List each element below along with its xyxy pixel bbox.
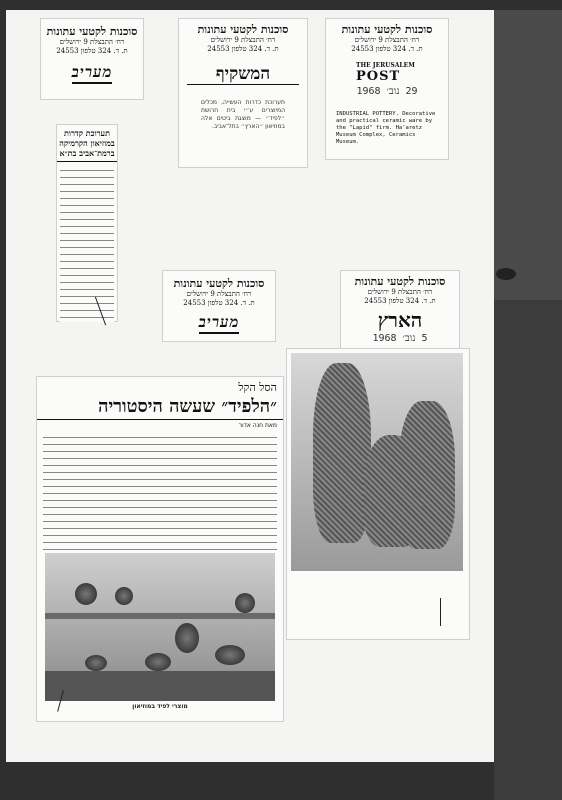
clip-side-article <box>56 124 118 322</box>
stamp-title: סוכנות לקטעי עתונות <box>341 23 433 36</box>
stamp-title: סוכנות לקטעי עתונות <box>197 23 289 36</box>
stamp-phone: ת. ד. 324 טלפון 24553 <box>207 45 279 53</box>
clip-maariv-top <box>40 18 144 100</box>
masthead-hamashkif: המשקיף <box>187 64 299 85</box>
agency-stamp <box>341 275 459 306</box>
masthead-maariv: מעריב <box>199 313 240 334</box>
clip-maariv-mid <box>162 270 276 342</box>
hamashkif-text: תערוכת כדרות העשייה, מכלים המיוצרים ע״י בית חרושת ״לפיד״ — מוצגת ביטים אלה במוזיאון ״הארץ״ בתל־אביב. <box>201 99 285 130</box>
stamp-address: רח׳ התבצלת 9 ירושלים <box>59 38 125 46</box>
stamp-address: רח׳ התבצלת 9 ירושלים <box>210 36 276 44</box>
scan-edge-lower <box>494 300 562 800</box>
museum-photo <box>45 553 275 701</box>
clip-hamashkif <box>178 18 308 168</box>
vase-photo <box>291 353 463 571</box>
masthead-jerusalem-post <box>356 62 448 84</box>
side-article-headline: תערוכת קדרות במוזיאון הקרמיקה ברמת־אביב בת״א <box>57 125 117 162</box>
jpost-text: INDUSTRIAL POTTERY. Decorative and practical ceramic ware by the "Lapid" firm. Ha'aretz Museum Complex, Ceramics Museum. <box>336 111 436 145</box>
article-kicker: הסל הקל <box>238 381 277 394</box>
jpost-date: 29 נוב׳ 1968 <box>356 86 418 97</box>
article-byline: מאת חנה אדור <box>238 422 277 429</box>
haaretz-date: 5 נוב׳ 1968 <box>372 333 428 344</box>
stamp-title: סוכנות לקטעי עתונות <box>173 277 265 290</box>
stamp-title: סוכנות לקטעי עתונות <box>46 25 138 38</box>
article-body <box>43 433 277 551</box>
museum-photo-caption: מוצרי לפיד במוזיאון <box>132 703 188 710</box>
article-headline: ״הלפיד״ שעשה היסטוריה <box>37 394 283 420</box>
agency-stamp <box>41 25 143 56</box>
masthead-post-small: THE JERUSALEM <box>356 62 415 69</box>
masthead-post-big: POST <box>356 69 401 84</box>
stamp-address: רח׳ התבצלת 9 ירושלים <box>186 290 252 298</box>
stamp-phone: ת. ד. 324 טלפון 24553 <box>351 45 423 53</box>
ink-spot <box>496 268 516 280</box>
pencil-mark <box>440 598 441 626</box>
stamp-address: רח׳ התבצלת 9 ירושלים <box>354 36 420 44</box>
agency-stamp <box>326 23 448 54</box>
stamp-phone: ת. ד. 324 טלפון 24553 <box>183 299 255 307</box>
clip-main-article <box>36 376 284 722</box>
stamp-title: סוכנות לקטעי עתונות <box>354 275 446 288</box>
agency-stamp <box>179 23 307 54</box>
scan-edge-upper <box>494 10 562 300</box>
stamp-address: רח׳ התבצלת 9 ירושלים <box>367 288 433 296</box>
masthead-haaretz: הארץ <box>377 308 423 332</box>
clip-jerusalem-post <box>325 18 449 160</box>
stamp-phone: ת. ד. 324 טלפון 24553 <box>364 297 436 305</box>
agency-stamp <box>163 277 275 308</box>
vase-center <box>363 435 421 547</box>
masthead-maariv: מעריב <box>72 63 113 84</box>
side-article-body <box>60 166 114 322</box>
clip-haaretz <box>340 270 460 352</box>
stamp-phone: ת. ד. 324 טלפון 24553 <box>56 47 128 55</box>
clip-vase-photo <box>286 348 470 640</box>
